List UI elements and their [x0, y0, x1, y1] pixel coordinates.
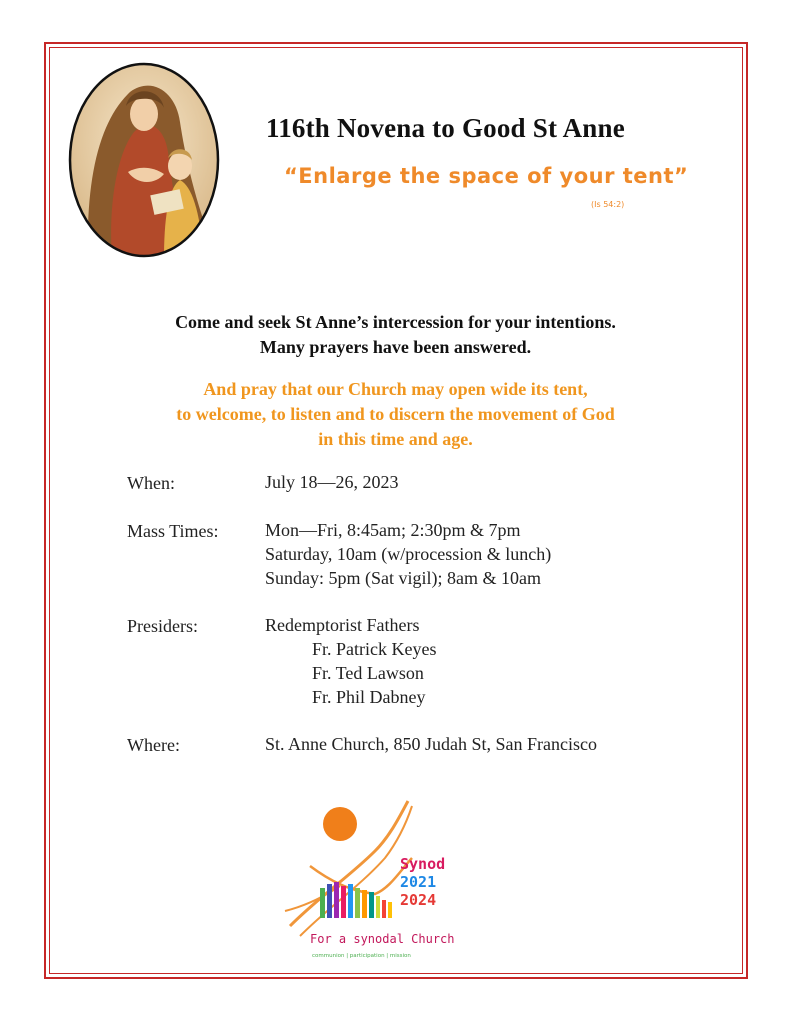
page-title: 116th Novena to Good St Anne [266, 113, 625, 143]
synod-year-start: 2021 [400, 873, 437, 891]
prayer-text [0, 377, 791, 452]
mass-time-line: Sunday: 5pm (Sat vigil); 8am & 10am [265, 568, 541, 588]
prayer-line: And pray that our Church may open wide its tent, [203, 379, 588, 399]
presider-name: Fr. Ted Lawson [312, 663, 424, 683]
synod-logo [280, 796, 480, 966]
where-label: Where: [127, 735, 180, 755]
presiders-value [265, 613, 436, 709]
mass-time-line: Saturday, 10am (w/procession & lunch) [265, 544, 552, 564]
synod-caption: For a synodal Church [310, 932, 455, 946]
presiders-group: Redemptorist Fathers [265, 615, 420, 635]
synod-subcaption: communion | participation | mission [312, 953, 411, 959]
intro-text [0, 310, 791, 360]
presider-name: Fr. Patrick Keyes [312, 639, 437, 659]
synod-word: Synod [400, 855, 446, 873]
st-anne-portrait-image [68, 62, 220, 258]
when-label: When: [127, 473, 175, 493]
when-value: July 18—26, 2023 [265, 472, 399, 492]
where-value: St. Anne Church, 850 Judah St, San Francisco [265, 734, 597, 754]
prayer-line: in this time and age. [318, 429, 473, 449]
tagline: “Enlarge the space of your tent” [284, 164, 689, 188]
prayer-line: to welcome, to listen and to discern the movement of God [176, 404, 615, 424]
mass-time-line: Mon—Fri, 8:45am; 2:30pm & 7pm [265, 520, 521, 540]
presiders-label: Presiders: [127, 616, 198, 636]
presider-name: Fr. Phil Dabney [312, 687, 426, 707]
scripture-reference: (Is 54:2) [591, 200, 625, 209]
mass-times-value [265, 518, 551, 590]
mass-times-label: Mass Times: [127, 521, 219, 541]
intro-line: Many prayers have been answered. [259, 337, 532, 357]
synod-year-end: 2024 [400, 891, 437, 909]
intro-line: Come and seek St Anne’s intercession for your intentions. [175, 312, 616, 332]
